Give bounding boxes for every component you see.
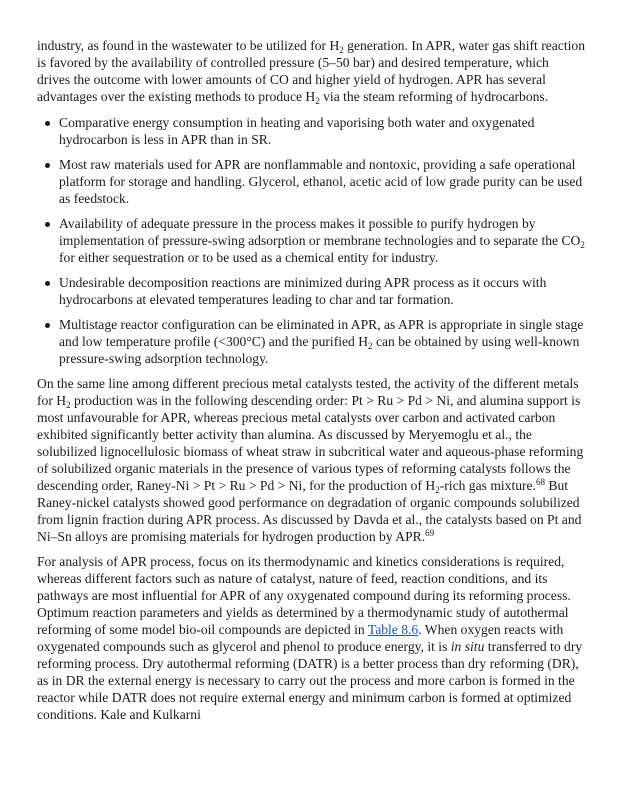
- advantages-list: [37, 114, 585, 367]
- subscript: 2: [315, 96, 320, 106]
- list-item: [59, 114, 585, 148]
- text-column: [37, 37, 585, 723]
- paragraph-catalyst-activity: [37, 375, 585, 545]
- paragraph-apr-intro: [37, 37, 585, 105]
- text-run: production was in the following descending order: Pt > Ru > Pd > Ni, and alumina support is most unfavourable for APR, whereas precious metal catalysts over carbon and activated carbon exhibited significantly better activity than alumina. As discussed by Meryemoglu et al., the solubilized lignocellulosic biomass of wheat straw in subcritical water and aqueous-phase reforming of solubilized organic materials in the presence of various types of reforming catalysts follows the descending order, Raney-Ni > Pt > Ru > Pd > Ni, for the production of H: [37, 393, 584, 493]
- italic-text: in situ: [450, 639, 485, 654]
- subscript: 2: [368, 341, 373, 351]
- list-item: [59, 316, 585, 367]
- list-item-text: Undesirable decomposition reactions are minimized during APR process as it occurs with hydrocarbons at elevated temperatures leading to char and tar formation.: [59, 275, 547, 307]
- text-run: -rich gas mixture.: [439, 478, 536, 493]
- text-run: On the same line among different precious metal catalysts tested, the activity of the different metals for H: [37, 376, 579, 408]
- list-item: [59, 156, 585, 207]
- subscript: 2: [66, 400, 71, 410]
- text-run: transferred to dry reforming process. Dry autothermal reforming (DATR) is a better process than dry reforming (DR), as in DR the external energy is necessary to carry out the process and more carbon is formed in the reactor while DATR does not require external energy and minimum carbon is formed at optimized conditions. Kale and Kulkarni: [37, 639, 583, 722]
- subscript: 2: [580, 240, 585, 250]
- subscript: 2: [339, 45, 344, 55]
- subscript: 2: [435, 485, 440, 495]
- table-link[interactable]: Table 8.6: [367, 622, 419, 637]
- text-run: industry, as found in the wastewater to be utilized for H: [37, 38, 340, 53]
- text-run: generation. In APR, water gas shift reaction is favored by the availability of controlled pressure (5–50 bar) and desired temperature, which drives the outcome with lower amounts of CO and higher yield of hydrogen. APR has several advantages over the existing methods to produce H: [37, 38, 585, 104]
- text-run: via the steam reforming of hydrocarbons.: [319, 89, 549, 104]
- list-item-text: can be obtained by using well-known pressure-swing adsorption technology.: [59, 334, 580, 366]
- paragraph-apr-analysis: [37, 553, 585, 723]
- list-item-text: Most raw materials used for APR are nonflammable and nontoxic, providing a safe operational platform for storage and handling. Glycerol, ethanol, acetic acid of low grade purity can be used as feedstock.: [59, 157, 583, 206]
- text-run: For analysis of APR process, focus on its thermodynamic and kinetics considerations is required, whereas different factors such as nature of catalyst, nature of feed, reaction conditions, and its pathways are most influential for APR of any oxygenated compound during its reforming process. Optimum reaction parameters and yields as determined by a thermodynamic study of autothermal reforming of some model bio-oil compounds are depicted in: [37, 554, 571, 637]
- list-item: [59, 215, 585, 266]
- list-item-text: Comparative energy consumption in heating and vaporising both water and oxygenated hydrocarbon is less in APR than in SR.: [59, 115, 535, 147]
- text-run: But Raney-nickel catalysts showed good performance on degradation of organic compounds solubilized from lignin fraction during APR process. As discussed by Davda et al., the catalysts based on Pt and Ni–Sn alloys are promising materials for hydrogen production by APR.: [37, 478, 582, 544]
- text-run: . When oxygen reacts with oxygenated compounds such as glycerol and phenol to produce energy, it is: [37, 622, 564, 654]
- list-item: [59, 274, 585, 308]
- list-item-text: for either sequestration or to be used as a chemical entity for industry.: [59, 250, 439, 265]
- list-item-text: Availability of adequate pressure in the process makes it possible to purify hydrogen by implementation of pressure-swing adsorption or membrane technologies and to separate the CO: [59, 216, 581, 248]
- reference-superscript: 68: [536, 477, 545, 487]
- list-item-text: Multistage reactor configuration can be eliminated in APR, as APR is appropriate in single stage and low temperature profile (<300°C) and the purified H: [59, 317, 584, 349]
- reference-superscript: 69: [425, 528, 435, 538]
